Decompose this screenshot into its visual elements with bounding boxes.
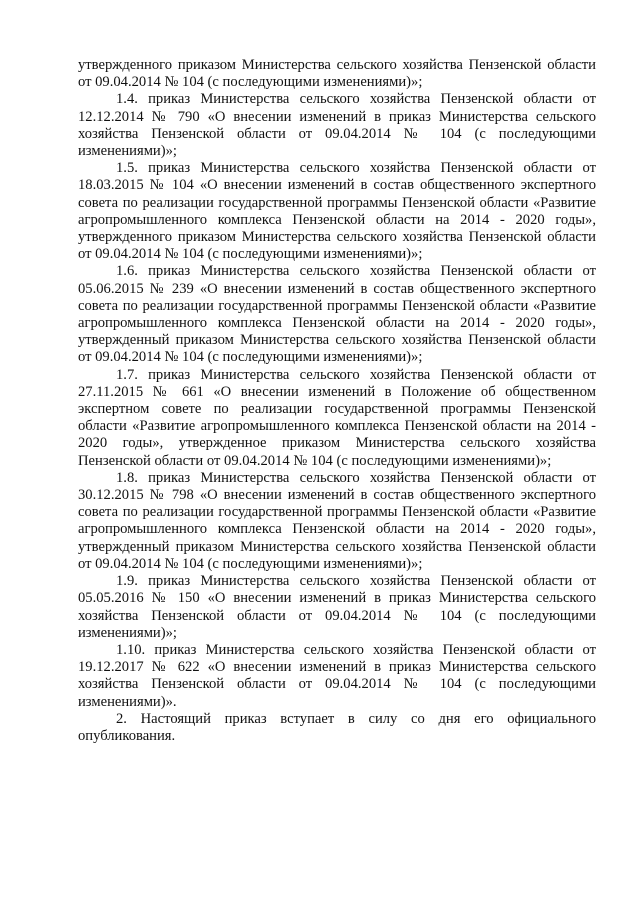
- paragraph-item-1-10: 1.10. приказ Министерства сельского хозяйства Пензенской области от 19.12.2017 № 622 «О внесении изменений в приказ Министерства сельского хозяйства Пензенской области от 09.04.2014 № 104 (с последующими изменениями)».: [78, 641, 596, 710]
- paragraph-item-1-8: 1.8. приказ Министерства сельского хозяйства Пензенской области от 30.12.2015 № 798 «О внесении изменений в состав общественного экспертного совета по реализации государственной программы Пензенской области «Развитие агропромышленного комплекса Пензенской области на 2014 - 2020 годы», утвержденный приказом Министерства сельского хозяйства Пензенской области от 09.04.2014 № 104 (с последующими изменениями)»;: [78, 469, 596, 572]
- document-page: [78, 57, 596, 745]
- paragraph-continuation: утвержденного приказом Министерства сельского хозяйства Пензенской области от 09.04.2014 № 104 (с последующими изменениями)»;: [78, 57, 596, 91]
- paragraph-item-2: 2. Настоящий приказ вступает в силу со дня его официального опубликования.: [78, 710, 596, 744]
- paragraph-item-1-5: 1.5. приказ Министерства сельского хозяйства Пензенской области от 18.03.2015 № 104 «О внесении изменений в состав общественного экспертного совета по реализации государственной программы Пензенской области «Развитие агропромышленного комплекса Пензенской области на 2014 - 2020 годы», утвержденного приказом Министерства сельского хозяйства Пензенской области от 09.04.2014 № 104 (с последующими изменениями)»;: [78, 160, 596, 263]
- paragraph-item-1-9: 1.9. приказ Министерства сельского хозяйства Пензенской области от 05.05.2016 № 150 «О внесении изменений в приказ Министерства сельского хозяйства Пензенской области от 09.04.2014 № 104 (с последующими изменениями)»;: [78, 573, 596, 641]
- paragraph-item-1-6: 1.6. приказ Министерства сельского хозяйства Пензенской области от 05.06.2015 № 239 «О внесении изменений в состав общественного экспертного совета по реализации государственной программы Пензенской области «Развитие агропромышленного комплекса Пензенской области на 2014 - 2020 годы», утвержденный приказом Министерства сельского хозяйства Пензенской области от 09.04.2014 № 104 (с последующими изменениями)»;: [78, 263, 596, 366]
- paragraph-item-1-7: 1.7. приказ Министерства сельского хозяйства Пензенской области от 27.11.2015 № 661 «О внесении изменений в Положение об общественном экспертном совете по реализации государственной программы Пензенской области «Развитие агропромышленного комплекса Пензенской области на 2014 - 2020 годы», утвержденное приказом Министерства сельского хозяйства Пензенской области от 09.04.2014 № 104 (с последующими изменениями)»;: [78, 366, 596, 469]
- paragraph-item-1-4: 1.4. приказ Министерства сельского хозяйства Пензенской области от 12.12.2014 № 790 «О внесении изменений в приказ Министерства сельского хозяйства Пензенской области от 09.04.2014 № 104 (с последующими изменениями)»;: [78, 91, 596, 160]
